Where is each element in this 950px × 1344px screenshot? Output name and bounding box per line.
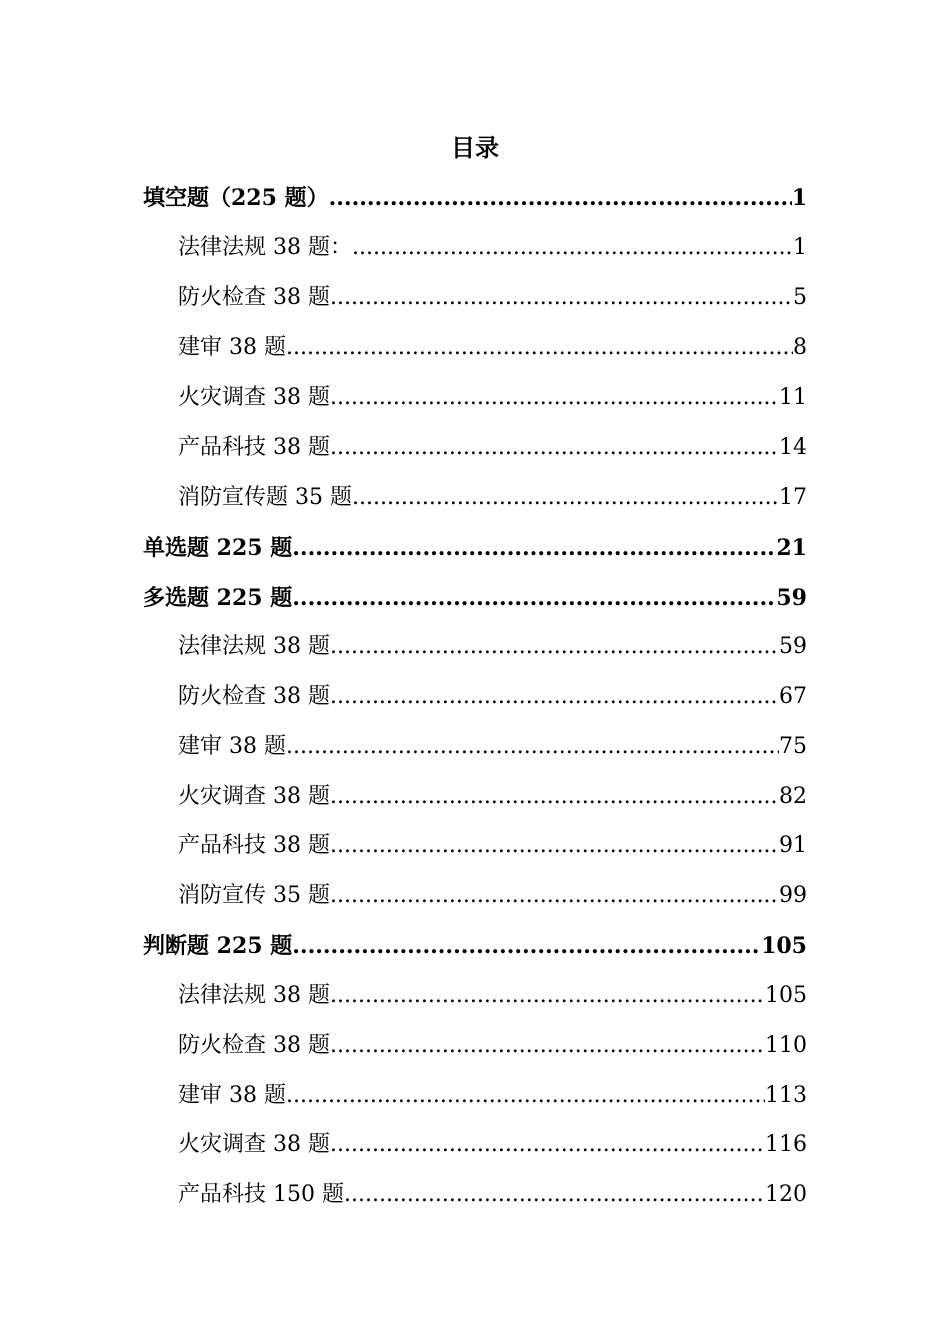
toc-entry-page: 82 [779,784,807,809]
toc-entry-label: 火灾调查 38 题 [178,385,330,410]
toc-entry-label: 判断题 225 题 [143,933,293,959]
toc-entry-label: 防火检查 38 题 [178,285,330,310]
toc-entry-fire-inspection[interactable] [178,281,807,315]
toc-entry-label: 消防宣传题 35 题 [178,485,352,510]
toc-entry-single-choice[interactable] [143,531,807,565]
toc-entry-label: 填空题（225 题） [143,185,329,211]
toc-entry-product-tech[interactable] [178,1178,807,1212]
toc-entry-laws[interactable] [178,979,807,1013]
toc-leader [330,780,779,814]
toc-entry-fill-in-blank[interactable] [143,181,807,215]
toc-entry-fire-publicity[interactable] [178,481,807,515]
toc-entry-label: 火灾调查 38 题 [178,1132,330,1157]
toc-entry-page: 5 [793,285,807,310]
toc-leader [330,1029,765,1063]
toc-entry-label: 产品科技 38 题 [178,435,330,460]
toc-entry-page: 17 [779,485,807,510]
toc-entry-page: 11 [779,385,807,410]
toc-entry-fire-inspection[interactable] [178,1029,807,1063]
toc-entry-page: 91 [779,833,807,858]
toc-entry-page: 105 [761,933,807,959]
toc-entry-building-review[interactable] [178,1079,807,1113]
toc-leader [330,829,779,863]
toc-entry-fire-publicity[interactable] [178,879,807,913]
toc-entry-page: 113 [765,1083,807,1108]
toc-entry-label: 多选题 225 题 [143,585,293,611]
toc-entry-label: 防火检查 38 题 [178,1033,330,1058]
toc-entry-page: 67 [779,684,807,709]
toc-entry-product-tech[interactable] [178,829,807,863]
toc-leader [330,979,765,1013]
toc-entry-multiple-choice[interactable] [143,581,807,615]
toc-entry-fire-investigation[interactable] [178,780,807,814]
toc-entry-page: 59 [776,585,807,611]
toc-entry-page: 116 [765,1132,807,1157]
toc-entry-label: 产品科技 38 题 [178,833,330,858]
toc-entry-true-false[interactable] [143,929,807,963]
toc-leader [286,730,779,764]
toc-entry-product-tech[interactable] [178,431,807,465]
toc-entry-building-review[interactable] [178,331,807,365]
toc-entry-label: 建审 38 题 [178,734,286,759]
toc-entry-laws[interactable] [178,231,807,265]
toc-leader [344,1178,765,1212]
toc-leader [292,531,776,565]
toc-entry-page: 99 [779,883,807,908]
toc-entry-page: 59 [779,634,807,659]
toc-entry-fire-investigation[interactable] [178,1128,807,1162]
toc-entry-label: 单选题 225 题 [143,535,293,561]
toc-leader [352,231,793,265]
toc-entry-page: 120 [765,1182,807,1207]
toc-leader [330,381,779,415]
toc-entry-page: 75 [779,734,807,759]
toc-entry-page: 110 [765,1033,807,1058]
toc-entry-label: 火灾调查 38 题 [178,784,330,809]
toc-entry-label: 消防宣传 35 题 [178,883,330,908]
toc-entry-label: 建审 38 题 [178,1083,286,1108]
toc-leader [330,431,779,465]
toc-leader [329,181,792,215]
toc-leader [330,879,779,913]
toc-leader [292,581,776,615]
toc-leader [352,481,779,515]
toc-entry-label: 产品科技 150 题 [178,1182,344,1207]
toc-leader [330,630,779,664]
toc-leader [330,281,793,315]
toc-entry-label: 法律法规 38 题 [178,634,330,659]
toc-entry-page: 105 [765,983,807,1008]
toc-leader [292,929,761,963]
toc-entry-laws[interactable] [178,630,807,664]
toc-entry-fire-inspection[interactable] [178,680,807,714]
toc-entry-label: 建审 38 题 [178,335,286,360]
toc-leader [286,1079,765,1113]
toc-entry-label: 法律法规 38 题： [178,235,352,260]
toc-entry-label: 防火检查 38 题 [178,684,330,709]
toc-entry-fire-investigation[interactable] [178,381,807,415]
toc-entry-building-review[interactable] [178,730,807,764]
toc-entry-page: 1 [791,185,807,211]
toc-leader [330,1128,765,1162]
toc-leader [286,331,793,365]
toc-title: 目录 [451,133,499,162]
toc-entry-page: 14 [779,435,807,460]
toc-entry-page: 8 [793,335,807,360]
toc-entry-page: 21 [776,535,807,561]
toc-leader [330,680,779,714]
toc-entry-page: 1 [793,235,807,260]
toc-entry-label: 法律法规 38 题 [178,983,330,1008]
